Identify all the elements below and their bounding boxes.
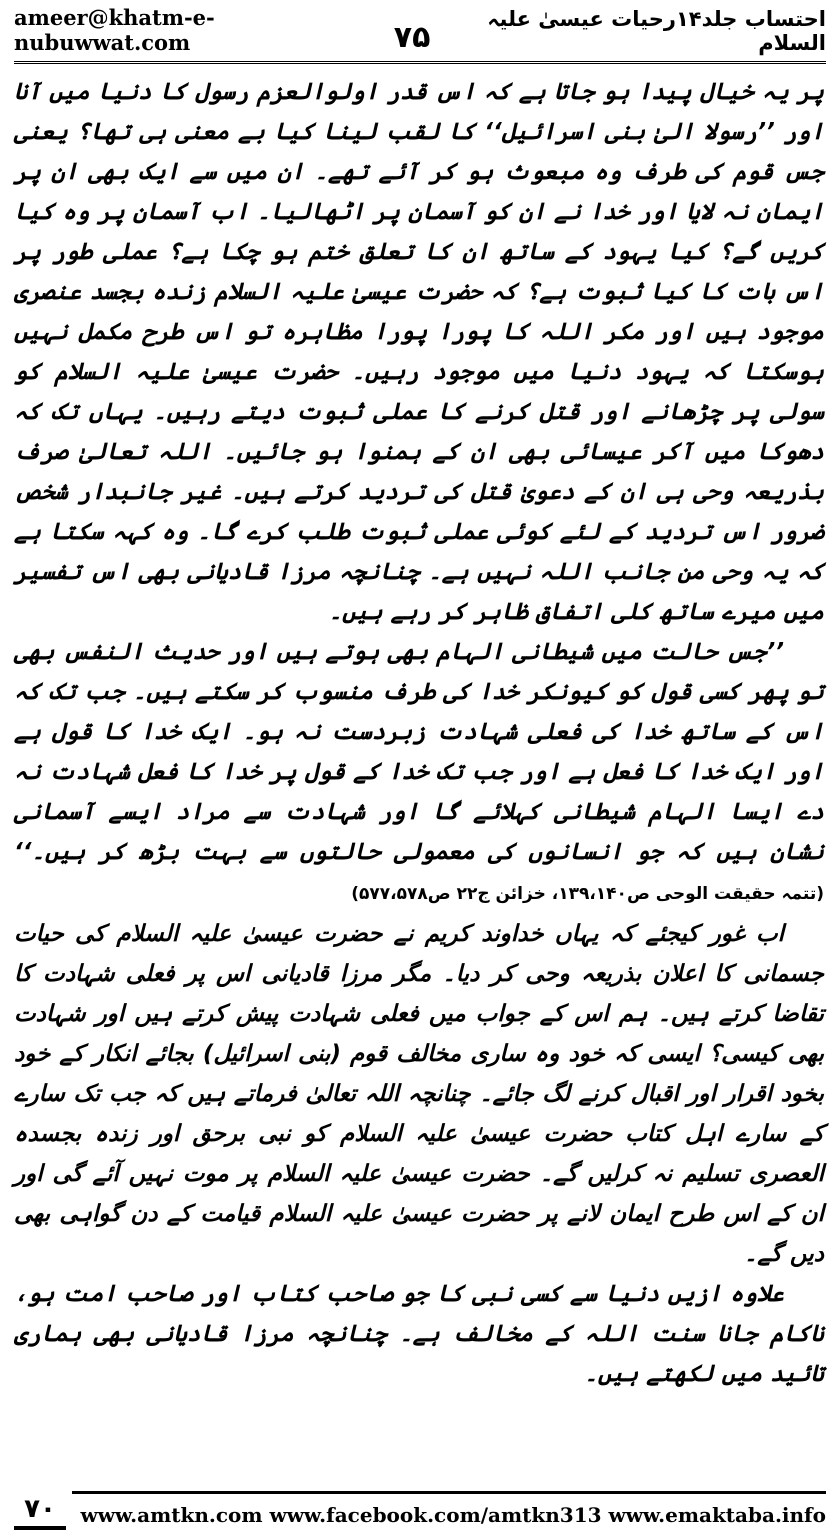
footer-links: www.amtkn.com www.facebook.com/amtkn313 www.emaktaba.info (72, 1491, 826, 1532)
header-page-number: ۷۵ (393, 20, 431, 55)
header-left (14, 5, 430, 55)
header-email: ameer@khatm-e-nubuwwat.com (14, 5, 215, 55)
body-text (14, 72, 824, 1394)
quote-paragraph (14, 632, 824, 914)
page-footer (14, 1490, 826, 1532)
running-title: احتساب جلد۱۴رحیات عیسیٰ علیہ السلام (487, 7, 826, 55)
paragraph-3: اب غور کیجئے کہ یہاں خداوند کریم نے حضرت عیسیٰ علیہ السلام کی حیات جسمانی کا اعلان بذریعہ وحی کر دیا۔ مگر مرزا قادیانی اس پر فعلی شہادت کا تقاضا کرتے ہیں۔ ہم اس کے جواب میں فعلی شہادت پیش کرتے ہیں اور شہادت بھی کیسی؟ ایسی کہ خود وہ ساری مخالف قوم (بنی اسرائیل) بجائے انکار کے خود بخود اقرار اور اقبال کرنے لگ جائے۔ چنانچہ اللہ تعالیٰ فرماتے ہیں کہ جب تک سارے کے سارے اہل کتاب حضرت عیسیٰ علیہ السلام کو نبی برحق اور زندہ بجسدہ العصری تسلیم نہ کرلیں گے۔ حضرت عیسیٰ علیہ السلام پر موت نہیں آئے گی اور ان کے اس طرح ایمان لانے پر حضرت عیسیٰ علیہ السلام قیامت کے دن گواہی بھی دیں گے۔ (14, 921, 824, 1267)
quote-text: ’’جس حالت میں شیطانی الہام بھی ہوتے ہیں اور حدیث النفس بھی تو پھر کسی قول کو کیونکر خدا کی طرف منسوب کر سکتے ہیں۔ جب تک کہ اس کے ساتھ خدا کی فعلی شہادت زبردست نہ ہو۔ ایک خدا کا قول ہے اور ایک خدا کا فعل ہے اور جب تک خدا کے قول پر خدا کا فعل شہادت نہ دے ایسا الہام شیطانی کہلائے گا اور شہادت سے مراد ایسے آسمانی نشان ہیں کہ جو انسانوں کی معمولی حالتوں سے بہت بڑھ کر ہیں۔‘‘ (14, 639, 824, 865)
page-header (14, 5, 826, 64)
quote-reference: (تتمہ حقیقت الوحی ص۱۳۹،۱۴۰، خزائن ج۲۲ ص۵۷۷،۵۷۸) (351, 884, 824, 904)
paragraph-1: پر یہ خیال پیدا ہو جاتا ہے کہ اس قدر اولوالعزم رسول کا دنیا میں آنا اور ’’رسولا الیٰ بنی اسرائیل‘‘ کا لقب لینا کیا بے معنی ہی تھا؟ یعنی جس قوم کی طرف وہ مبعوث ہو کر آئے تھے۔ ان میں سے ایک بھی ان پر ایمان نہ لایا اور خدا نے ان کو آسمان پر اٹھالیا۔ اب آسمان پر وہ کیا کریں گے؟ کیا یہود کے ساتھ ان کا تعلق ختم ہو چکا ہے؟ عملی طور پر اس بات کا کیا ثبوت ہے؟ کہ حضرت عیسیٰ علیہ السلام زندہ بجسد عنصری موجود ہیں اور مکر اللہ کا پورا پورا مظاہرہ تو اس طرح مکمل نہیں ہوسکتا کہ یہود دنیا میں موجود رہیں۔ حضرت عیسیٰ علیہ السلام کو سولی پر چڑھانے اور قتل کرنے کا عملی ثبوت دیتے رہیں۔ یہاں تک کہ دھوکا میں آکر عیسائی بھی ان کے ہمنوا ہو جائیں۔ اللہ تعالیٰ صرف بذریعہ وحی ہی ان کے دعویٰ قتل کی تردید کرتے ہیں۔ غیر جانبدار شخص ضرور اس تردید کے لئے کوئی عملی ثبوت طلب کرے گا۔ وہ کہہ سکتا ہے کہ یہ وحی من جانب اللہ نہیں ہے۔ چنانچہ مرزا قادیانی بھی اس تفسیر میں میرے ساتھ کلی اتفاق ظاہر کر رہے ہیں۔ (14, 79, 824, 625)
paragraph-4: علاوہ ازیں دنیا سے کسی نبی کا جو صاحب کتاب اور صاحب امت ہو، ناکام جانا سنت اللہ کے مخالف ہے۔ چنانچہ مرزا قادیانی بھی ہماری تائید میں لکھتے ہیں۔ (14, 1281, 824, 1387)
footer-page-number: ۷۰ (14, 1492, 66, 1530)
